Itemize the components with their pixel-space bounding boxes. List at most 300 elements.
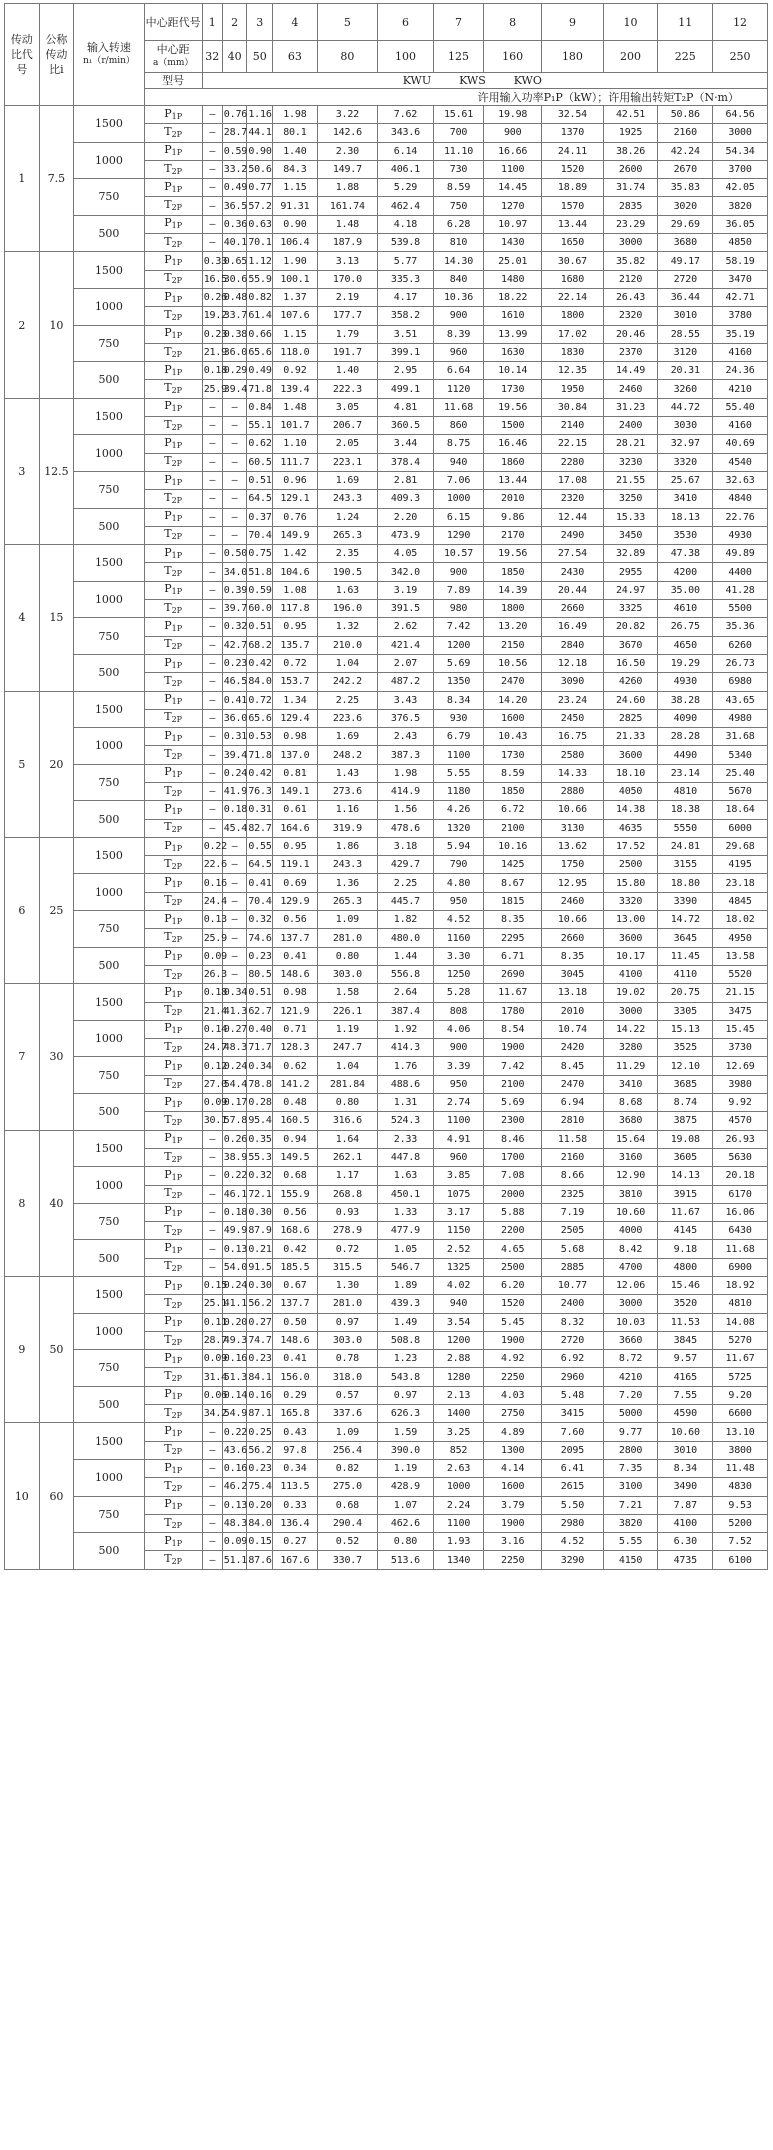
- ratio-code-cell: 7: [5, 984, 40, 1130]
- torque-symbol-sub: 2P: [171, 1008, 183, 1018]
- power-value-cell: —: [202, 179, 222, 197]
- torque-symbol-main: T: [164, 381, 172, 395]
- torque-value-cell: 25.1: [202, 1295, 222, 1313]
- table-row: [5, 654, 768, 672]
- power-value-cell: 2.88: [433, 1350, 483, 1368]
- input-speed-cell: 750: [74, 1203, 144, 1240]
- torque-value-cell: 75.4: [247, 1478, 273, 1496]
- table-row: [5, 1277, 768, 1295]
- power-value-cell: —: [202, 691, 222, 709]
- torque-value-cell: 3845: [658, 1331, 713, 1349]
- torque-symbol-main: T: [164, 124, 172, 138]
- torque-value-cell: 56.2: [247, 1441, 273, 1459]
- power-value-cell: 14.45: [484, 179, 542, 197]
- torque-symbol-main: T: [164, 454, 172, 468]
- power-value-cell: 1.10: [273, 435, 318, 453]
- torque-value-cell: 524.3: [378, 1112, 434, 1130]
- power-value-cell: —: [202, 471, 222, 489]
- power-value-cell: 13.18: [542, 984, 603, 1002]
- power-value-cell: 7.20: [603, 1386, 658, 1404]
- power-value-cell: 23.18: [713, 874, 768, 892]
- torque-value-cell: 2885: [542, 1258, 603, 1276]
- torque-value-cell: 4980: [713, 709, 768, 727]
- power-value-cell: 1.33: [378, 1203, 434, 1221]
- power-symbol-sub: 1P: [171, 184, 183, 194]
- power-value-cell: 41.28: [713, 581, 768, 599]
- torque-symbol-main: T: [164, 747, 172, 761]
- ratings-table: [4, 3, 768, 1570]
- torque-value-cell: 155.9: [273, 1185, 318, 1203]
- power-symbol: [144, 984, 202, 1002]
- power-symbol: [144, 179, 202, 197]
- torque-value-cell: 1850: [484, 782, 542, 800]
- torque-value-cell: 6430: [713, 1222, 768, 1240]
- torque-symbol-main: T: [164, 1259, 172, 1273]
- torque-value-cell: 488.6: [378, 1075, 434, 1093]
- power-value-cell: 8.59: [433, 179, 483, 197]
- power-value-cell: 10.66: [542, 801, 603, 819]
- power-value-cell: 0.20: [247, 1496, 273, 1514]
- power-value-cell: 0.97: [317, 1313, 377, 1331]
- torque-value-cell: 1680: [542, 270, 603, 288]
- table-row: [5, 947, 768, 965]
- torque-value-cell: 3660: [603, 1331, 658, 1349]
- power-value-cell: 0.40: [247, 1020, 273, 1038]
- power-value-cell: 23.29: [603, 215, 658, 233]
- torque-value-cell: 3045: [542, 965, 603, 983]
- power-value-cell: 0.21: [247, 1240, 273, 1258]
- torque-value-cell: 129.9: [273, 892, 318, 910]
- torque-value-cell: 4160: [713, 417, 768, 435]
- power-value-cell: 1.32: [317, 618, 377, 636]
- power-value-cell: 58.19: [713, 252, 768, 270]
- torque-symbol: [144, 234, 202, 252]
- torque-value-cell: —: [202, 1441, 222, 1459]
- torque-value-cell: 2660: [542, 600, 603, 618]
- torque-value-cell: 3000: [603, 1002, 658, 1020]
- power-value-cell: 43.65: [713, 691, 768, 709]
- torque-symbol: [144, 709, 202, 727]
- power-symbol-main: P: [164, 1021, 172, 1035]
- power-value-cell: 0.67: [273, 1277, 318, 1295]
- torque-value-cell: 4810: [658, 782, 713, 800]
- torque-value-cell: 930: [433, 709, 483, 727]
- input-speed-cell: 1500: [74, 984, 144, 1021]
- power-value-cell: 2.25: [378, 874, 434, 892]
- power-symbol-sub: 1P: [171, 514, 183, 524]
- torque-value-cell: —: [222, 856, 247, 874]
- power-value-cell: 54.34: [713, 142, 768, 160]
- power-symbol-main: P: [164, 326, 172, 340]
- torque-symbol: [144, 526, 202, 544]
- torque-value-cell: 2800: [603, 1441, 658, 1459]
- power-value-cell: 6.92: [542, 1350, 603, 1368]
- power-value-cell: 0.43: [273, 1423, 318, 1441]
- power-value-cell: 0.38: [222, 325, 247, 343]
- torque-value-cell: 940: [433, 453, 483, 471]
- nominal-ratio-cell: 10: [39, 252, 74, 398]
- torque-value-cell: 2400: [542, 1295, 603, 1313]
- torque-value-cell: 38.9: [222, 1148, 247, 1166]
- power-value-cell: 1.90: [273, 252, 318, 270]
- torque-value-cell: 87.9: [247, 1222, 273, 1240]
- torque-symbol-sub: 2P: [171, 935, 183, 944]
- power-value-cell: —: [202, 1167, 222, 1185]
- power-symbol-main: P: [164, 1314, 172, 1328]
- torque-symbol-main: T: [164, 637, 172, 651]
- power-symbol-sub: 1P: [171, 294, 183, 304]
- power-value-cell: 0.98: [273, 984, 318, 1002]
- power-value-cell: 1.93: [433, 1533, 483, 1551]
- power-value-cell: 6.14: [378, 142, 434, 160]
- power-value-cell: 0.61: [273, 801, 318, 819]
- power-symbol: [144, 1240, 202, 1258]
- torque-value-cell: 2470: [484, 673, 542, 691]
- table-row: [5, 1496, 768, 1514]
- table-row: [5, 1240, 768, 1258]
- torque-value-cell: 421.4: [378, 636, 434, 654]
- torque-value-cell: 148.6: [273, 1331, 318, 1349]
- torque-value-cell: 1700: [484, 1148, 542, 1166]
- table-row: [5, 252, 768, 270]
- power-symbol: [144, 1094, 202, 1112]
- power-value-cell: 0.94: [273, 1130, 318, 1148]
- power-value-cell: 26.73: [713, 654, 768, 672]
- power-value-cell: 16.46: [484, 435, 542, 453]
- torque-symbol: [144, 746, 202, 764]
- power-value-cell: 0.23: [247, 1459, 273, 1477]
- torque-value-cell: 3290: [542, 1551, 603, 1569]
- power-value-cell: —: [202, 215, 222, 233]
- torque-symbol: [144, 636, 202, 654]
- input-speed-cell: 750: [74, 179, 144, 216]
- torque-value-cell: 43.6: [222, 1441, 247, 1459]
- power-value-cell: 2.63: [433, 1459, 483, 1477]
- power-value-cell: 0.42: [247, 764, 273, 782]
- torque-value-cell: 2100: [484, 1075, 542, 1093]
- torque-value-cell: 3525: [658, 1039, 713, 1057]
- torque-value-cell: 1520: [484, 1295, 542, 1313]
- torque-value-cell: 3820: [713, 197, 768, 215]
- torque-value-cell: 129.4: [273, 709, 318, 727]
- torque-symbol-main: T: [164, 1039, 172, 1053]
- torque-value-cell: 78.8: [247, 1075, 273, 1093]
- torque-symbol-main: T: [164, 564, 172, 578]
- torque-value-cell: 36.0: [222, 343, 247, 361]
- power-value-cell: 0.27: [247, 1313, 273, 1331]
- power-value-cell: 8.32: [542, 1313, 603, 1331]
- torque-value-cell: 137.7: [273, 1295, 318, 1313]
- torque-value-cell: 1430: [484, 234, 542, 252]
- power-value-cell: —: [202, 1496, 222, 1514]
- power-value-cell: 20.82: [603, 618, 658, 636]
- power-value-cell: 5.94: [433, 837, 483, 855]
- power-value-cell: 18.13: [658, 508, 713, 526]
- torque-value-cell: 164.6: [273, 819, 318, 837]
- torque-value-cell: 45.4: [222, 819, 247, 837]
- power-value-cell: 3.54: [433, 1313, 483, 1331]
- torque-value-cell: 46.2: [222, 1478, 247, 1496]
- torque-value-cell: —: [202, 673, 222, 691]
- torque-value-cell: 3260: [658, 380, 713, 398]
- power-symbol-main: P: [164, 435, 172, 449]
- power-value-cell: 0.84: [247, 398, 273, 416]
- torque-symbol-main: T: [164, 1222, 172, 1236]
- power-value-cell: 0.32: [247, 911, 273, 929]
- power-symbol: [144, 252, 202, 270]
- torque-value-cell: 70.4: [247, 892, 273, 910]
- torque-symbol-main: T: [164, 1149, 172, 1163]
- torque-value-cell: 87.1: [247, 1405, 273, 1423]
- torque-value-cell: 4490: [658, 746, 713, 764]
- torque-symbol: [144, 782, 202, 800]
- torque-value-cell: 319.9: [317, 819, 377, 837]
- torque-symbol-sub: 2P: [171, 1227, 183, 1237]
- power-symbol-sub: 1P: [171, 1136, 183, 1146]
- torque-value-cell: 2430: [542, 563, 603, 581]
- torque-value-cell: 730: [433, 160, 483, 178]
- power-symbol-main: P: [164, 618, 172, 632]
- torque-value-cell: 265.3: [317, 892, 377, 910]
- torque-symbol-main: T: [164, 966, 172, 980]
- torque-symbol: [144, 343, 202, 361]
- torque-symbol-sub: 2P: [171, 1191, 183, 1201]
- torque-value-cell: 1290: [433, 526, 483, 544]
- torque-value-cell: 118.0: [273, 343, 318, 361]
- power-value-cell: 0.16: [247, 1386, 273, 1404]
- torque-symbol: [144, 965, 202, 983]
- torque-value-cell: 64.5: [247, 490, 273, 508]
- torque-value-cell: 303.0: [317, 965, 377, 983]
- torque-value-cell: 148.6: [273, 965, 318, 983]
- torque-value-cell: 82.7: [247, 819, 273, 837]
- power-value-cell: 0.78: [317, 1350, 377, 1368]
- torque-value-cell: 3280: [603, 1039, 658, 1057]
- power-symbol-sub: 1P: [171, 1172, 183, 1182]
- power-value-cell: 0.34: [273, 1459, 318, 1477]
- torque-symbol: [144, 819, 202, 837]
- torque-value-cell: 72.1: [247, 1185, 273, 1203]
- torque-symbol-main: T: [164, 710, 172, 724]
- center-distance-12: 250: [713, 41, 768, 73]
- torque-symbol-sub: 2P: [171, 1154, 183, 1164]
- torque-value-cell: 2840: [542, 636, 603, 654]
- torque-value-cell: 1860: [484, 453, 542, 471]
- table-row: [5, 471, 768, 489]
- table-row: [5, 1386, 768, 1404]
- power-symbol-main: P: [164, 948, 172, 962]
- power-value-cell: 0.23: [247, 1350, 273, 1368]
- power-value-cell: 4.80: [433, 874, 483, 892]
- center-distance-2: 40: [222, 41, 247, 73]
- power-value-cell: 1.37: [273, 288, 318, 306]
- power-symbol-main: P: [164, 984, 172, 998]
- torque-value-cell: 4100: [658, 1514, 713, 1532]
- torque-value-cell: 477.9: [378, 1222, 434, 1240]
- torque-value-cell: 399.1: [378, 343, 434, 361]
- power-value-cell: 6.72: [484, 801, 542, 819]
- torque-symbol-main: T: [164, 271, 172, 285]
- torque-value-cell: 49.9: [222, 1222, 247, 1240]
- torque-value-cell: 5670: [713, 782, 768, 800]
- torque-value-cell: 4165: [658, 1368, 713, 1386]
- power-value-cell: 0.66: [247, 325, 273, 343]
- torque-value-cell: 161.74: [317, 197, 377, 215]
- torque-symbol: [144, 892, 202, 910]
- torque-value-cell: 76.3: [247, 782, 273, 800]
- power-value-cell: 6.15: [433, 508, 483, 526]
- torque-symbol-main: T: [164, 600, 172, 614]
- center-code-4: 4: [273, 4, 318, 41]
- torque-symbol: [144, 1331, 202, 1349]
- power-value-cell: 1.98: [378, 764, 434, 782]
- power-value-cell: 0.23: [222, 654, 247, 672]
- power-value-cell: 2.20: [378, 508, 434, 526]
- torque-symbol-sub: 2P: [171, 166, 183, 176]
- torque-value-cell: 1815: [484, 892, 542, 910]
- torque-value-cell: 3325: [603, 600, 658, 618]
- torque-value-cell: 3700: [713, 160, 768, 178]
- power-value-cell: 14.30: [433, 252, 483, 270]
- torque-symbol-sub: 2P: [171, 861, 183, 871]
- torque-value-cell: 4950: [713, 929, 768, 947]
- torque-value-cell: 2580: [542, 746, 603, 764]
- table-row: [5, 764, 768, 782]
- nominal-ratio-cell: 60: [39, 1423, 74, 1569]
- power-value-cell: 19.29: [658, 654, 713, 672]
- torque-value-cell: 247.7: [317, 1039, 377, 1057]
- input-speed-cell: 500: [74, 508, 144, 545]
- torque-value-cell: 3680: [603, 1112, 658, 1130]
- header-note: 许用输入功率P₁P（kW）；许用输出转矩T₂P（N·m）: [144, 89, 767, 106]
- power-symbol: [144, 654, 202, 672]
- power-symbol-sub: 1P: [171, 440, 183, 450]
- table-row: [5, 1167, 768, 1185]
- power-value-cell: 29.69: [658, 215, 713, 233]
- power-value-cell: 4.03: [484, 1386, 542, 1404]
- power-value-cell: 4.81: [378, 398, 434, 416]
- input-speed-cell: 1000: [74, 288, 144, 325]
- torque-value-cell: 900: [433, 307, 483, 325]
- torque-symbol: [144, 1112, 202, 1130]
- power-value-cell: 13.00: [603, 911, 658, 929]
- torque-value-cell: 3250: [603, 490, 658, 508]
- center-code-7: 7: [433, 4, 483, 41]
- torque-symbol-sub: 2P: [171, 715, 183, 725]
- torque-value-cell: 3780: [713, 307, 768, 325]
- power-value-cell: 32.63: [713, 471, 768, 489]
- power-value-cell: 0.34: [247, 1057, 273, 1075]
- power-symbol-sub: 1P: [171, 550, 183, 560]
- power-value-cell: 18.22: [484, 288, 542, 306]
- power-value-cell: 0.31: [247, 801, 273, 819]
- torque-value-cell: 84.3: [273, 160, 318, 178]
- torque-value-cell: 3520: [658, 1295, 713, 1313]
- torque-value-cell: 4210: [713, 380, 768, 398]
- power-value-cell: 8.72: [603, 1350, 658, 1368]
- torque-symbol: [144, 1148, 202, 1166]
- power-symbol-main: P: [164, 1387, 172, 1401]
- torque-value-cell: 1730: [484, 746, 542, 764]
- torque-symbol-main: T: [164, 234, 172, 248]
- power-symbol: [144, 1277, 202, 1295]
- input-speed-cell: 1000: [74, 874, 144, 911]
- torque-value-cell: 4570: [713, 1112, 768, 1130]
- torque-value-cell: 391.5: [378, 600, 434, 618]
- power-value-cell: 4.05: [378, 545, 434, 563]
- power-value-cell: 0.80: [317, 947, 377, 965]
- torque-value-cell: 358.2: [378, 307, 434, 325]
- power-symbol-main: P: [164, 509, 172, 523]
- power-symbol-main: P: [164, 1241, 172, 1255]
- header-input-speed: [74, 4, 144, 106]
- power-value-cell: 11.53: [658, 1313, 713, 1331]
- torque-symbol-main: T: [164, 161, 172, 175]
- center-distance-7: 125: [433, 41, 483, 73]
- input-speed-cell: 500: [74, 654, 144, 691]
- power-value-cell: 10.74: [542, 1020, 603, 1038]
- power-value-cell: 0.41: [222, 691, 247, 709]
- torque-value-cell: 1320: [433, 819, 483, 837]
- torque-value-cell: 1100: [433, 1112, 483, 1130]
- power-value-cell: —: [202, 1423, 222, 1441]
- power-value-cell: 4.91: [433, 1130, 483, 1148]
- power-value-cell: —: [222, 874, 247, 892]
- torque-value-cell: 42.7: [222, 636, 247, 654]
- power-value-cell: 2.19: [317, 288, 377, 306]
- torque-value-cell: 275.0: [317, 1478, 377, 1496]
- power-value-cell: 1.88: [317, 179, 377, 197]
- torque-symbol: [144, 1514, 202, 1532]
- power-value-cell: 28.55: [658, 325, 713, 343]
- power-value-cell: —: [222, 837, 247, 855]
- torque-value-cell: 3320: [603, 892, 658, 910]
- torque-value-cell: 3490: [658, 1478, 713, 1496]
- power-symbol-sub: 1P: [171, 697, 183, 707]
- power-value-cell: 15.64: [603, 1130, 658, 1148]
- power-value-cell: —: [202, 618, 222, 636]
- torque-symbol-sub: 2P: [171, 129, 183, 139]
- power-symbol: [144, 106, 202, 124]
- table-row: [5, 435, 768, 453]
- torque-symbol-main: T: [164, 1003, 172, 1017]
- torque-value-cell: 3030: [658, 417, 713, 435]
- torque-value-cell: 54.9: [222, 1405, 247, 1423]
- torque-value-cell: 27.0: [202, 1075, 222, 1093]
- power-value-cell: 1.40: [317, 362, 377, 380]
- power-value-cell: 0.32: [222, 618, 247, 636]
- power-value-cell: 11.45: [658, 947, 713, 965]
- power-value-cell: 12.10: [658, 1057, 713, 1075]
- power-value-cell: 3.25: [433, 1423, 483, 1441]
- power-value-cell: 0.80: [378, 1533, 434, 1551]
- power-value-cell: 14.72: [658, 911, 713, 929]
- torque-value-cell: 1100: [484, 160, 542, 178]
- torque-value-cell: 135.7: [273, 636, 318, 654]
- power-value-cell: 16.66: [484, 142, 542, 160]
- power-value-cell: 6.30: [658, 1533, 713, 1551]
- torque-value-cell: 243.3: [317, 490, 377, 508]
- torque-value-cell: 4110: [658, 965, 713, 983]
- torque-value-cell: 2460: [603, 380, 658, 398]
- torque-value-cell: 462.6: [378, 1514, 434, 1532]
- power-value-cell: 1.86: [317, 837, 377, 855]
- torque-value-cell: 3645: [658, 929, 713, 947]
- torque-value-cell: 2600: [603, 160, 658, 178]
- power-symbol: [144, 618, 202, 636]
- torque-value-cell: —: [202, 1551, 222, 1569]
- torque-value-cell: 137.7: [273, 929, 318, 947]
